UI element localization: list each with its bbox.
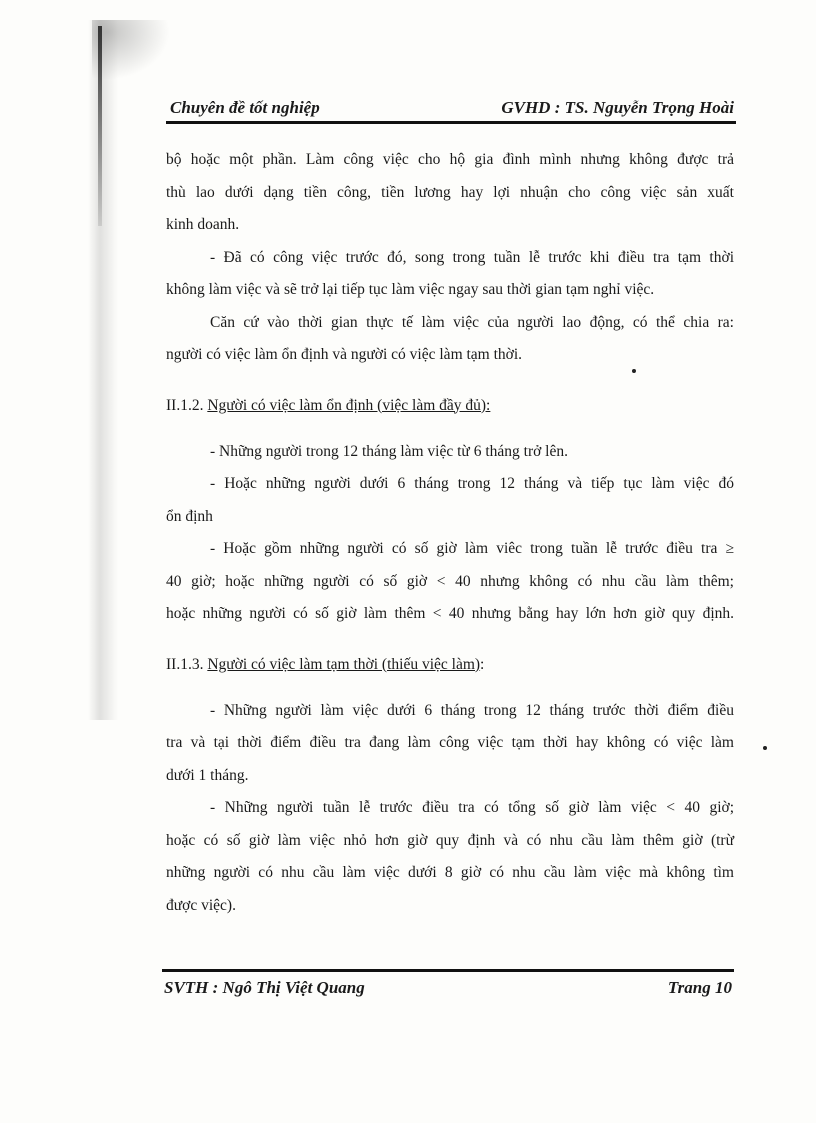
header-title: Chuyên đề tốt nghiệp: [170, 98, 320, 117]
section-heading-2-1-3: [166, 645, 734, 685]
scan-speck: [632, 369, 636, 373]
text-line: kinh doanh.: [166, 216, 240, 233]
scan-corner-shadow: [92, 20, 170, 80]
text-line: - Hoặc gồm những người có số giờ làm viêc trong tuần lễ trước điều tra ≥: [210, 540, 734, 557]
heading-title: Người có việc làm ổn định (việc làm đầy đủ):: [207, 396, 491, 414]
section-heading-2-1-2: [166, 386, 734, 426]
scan-edge-shadow: [88, 20, 118, 720]
text-line: hoặc có số giờ làm việc nhỏ hơn giờ quy định và có nhu cầu làm thêm giờ (trừ: [166, 831, 734, 849]
heading-colon: :: [480, 655, 485, 673]
text-line: người có việc làm ổn định và người có việc làm tạm thời.: [166, 346, 523, 363]
text-line: hoặc những người có số giờ làm thêm < 40 nhưng bằng hay lớn hơn giờ quy định.: [166, 605, 734, 622]
text-line: - Đã có công việc trước đó, song trong tuần lễ trước khi điều tra tạm thời: [210, 248, 734, 266]
heading-number: II.1.3.: [166, 655, 208, 673]
scan-speck: [763, 746, 767, 750]
text-line: được việc).: [166, 896, 236, 914]
text-line: bộ hoặc một phần. Làm công việc cho hộ gia đình mình nhưng không được trả: [166, 151, 734, 168]
text-line: những người có nhu cầu làm việc dưới 8 giờ có nhu cầu làm việc mà không tìm: [166, 864, 734, 881]
text-line: dưới 1 tháng.: [166, 766, 249, 784]
heading-number: II.1.2.: [166, 396, 208, 414]
text-line: Căn cứ vào thời gian thực tế làm việc của người lao động, có thể chia ra:: [210, 313, 734, 331]
text-line: ổn định: [166, 507, 213, 525]
text-line: - Những người làm việc dưới 6 tháng trong 12 tháng trước thời điểm điều: [210, 701, 734, 719]
page-body: [166, 144, 734, 922]
page-number: Trang 10: [667, 978, 732, 997]
text-line: thù lao dưới dạng tiền công, tiền lương hay lợi nhuận cho công việc sản xuất: [166, 183, 734, 201]
text-line: - Hoặc những người dưới 6 tháng trong 12 tháng và tiếp tục làm việc đó: [210, 475, 734, 492]
scan-binding-line: [98, 26, 102, 226]
text-line: tra và tại thời điểm điều tra đang làm công việc tạm thời hay không có việc làm: [166, 734, 734, 751]
footer-rule: [162, 969, 734, 972]
header-advisor: GVHD : TS. Nguyễn Trọng Hoài: [501, 98, 734, 117]
text-line: - Những người trong 12 tháng làm việc từ 6 tháng trở lên.: [210, 442, 568, 460]
heading-title: Người có việc làm tạm thời (thiếu việc làm): [207, 655, 481, 673]
text-line: 40 giờ; hoặc những người có số giờ < 40 nhưng không có nhu cầu làm thêm;: [166, 572, 734, 590]
header-rule: [166, 121, 736, 124]
footer-author: SVTH : Ngô Thị Việt Quang: [164, 978, 365, 997]
text-line: không làm việc và sẽ trở lại tiếp tục làm việc ngay sau thời gian tạm nghỉ việc.: [166, 281, 655, 298]
text-line: - Những người tuần lễ trước điều tra có tổng số giờ làm việc < 40 giờ;: [210, 799, 734, 816]
